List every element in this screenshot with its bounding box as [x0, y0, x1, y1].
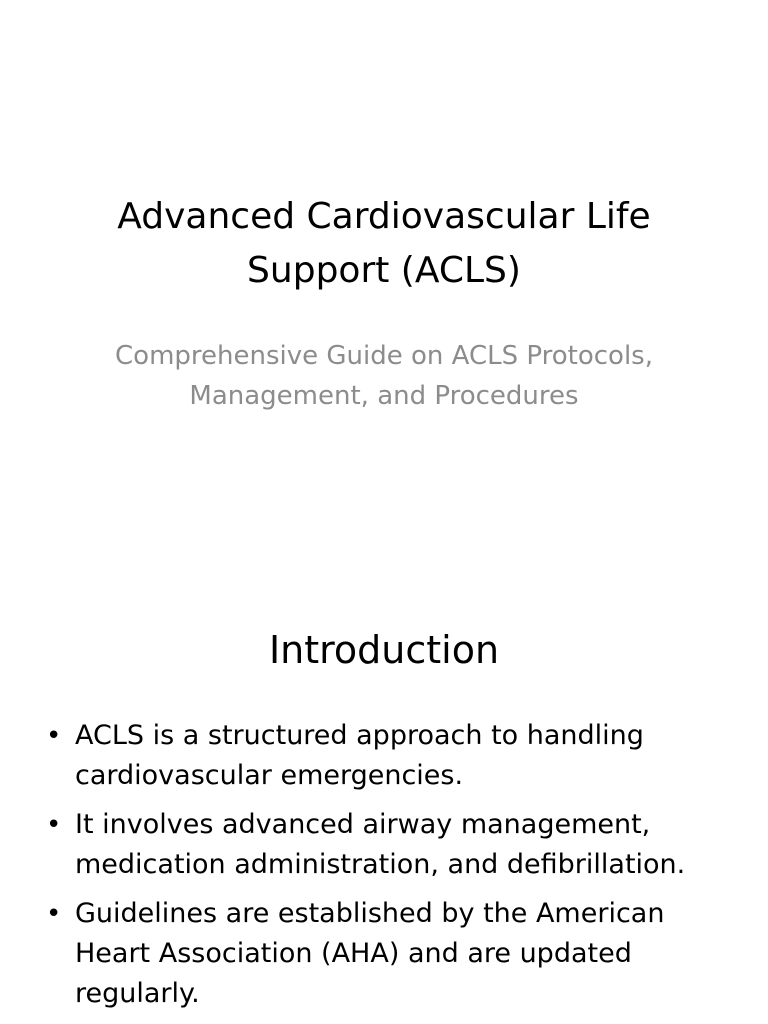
bullet-text: ACLS is a structured approach to handling cardiovascular emergencies. — [75, 720, 644, 791]
bullet-icon: • — [46, 899, 62, 929]
slide-title: Advanced Cardiovascular Life Support (ACLS) — [117, 196, 651, 291]
bullet-icon: • — [46, 810, 62, 840]
slide-subtitle: Comprehensive Guide on ACLS Protocols, Management, and Procedures — [115, 341, 653, 411]
bullet-text: Guidelines are established by the American Heart Association (AHA) and are updated regularly. — [75, 898, 665, 1009]
slide-title: Introduction — [268, 628, 500, 672]
bullet-list — [40, 716, 720, 1023]
bullet-item — [40, 716, 720, 796]
bullet-item — [40, 805, 720, 885]
bullet-icon: • — [46, 721, 62, 751]
bullet-text: It involves advanced airway management, medication administration, and defibrillation. — [75, 809, 686, 880]
introduction-slide — [0, 576, 768, 1024]
bullet-item — [40, 894, 720, 1014]
